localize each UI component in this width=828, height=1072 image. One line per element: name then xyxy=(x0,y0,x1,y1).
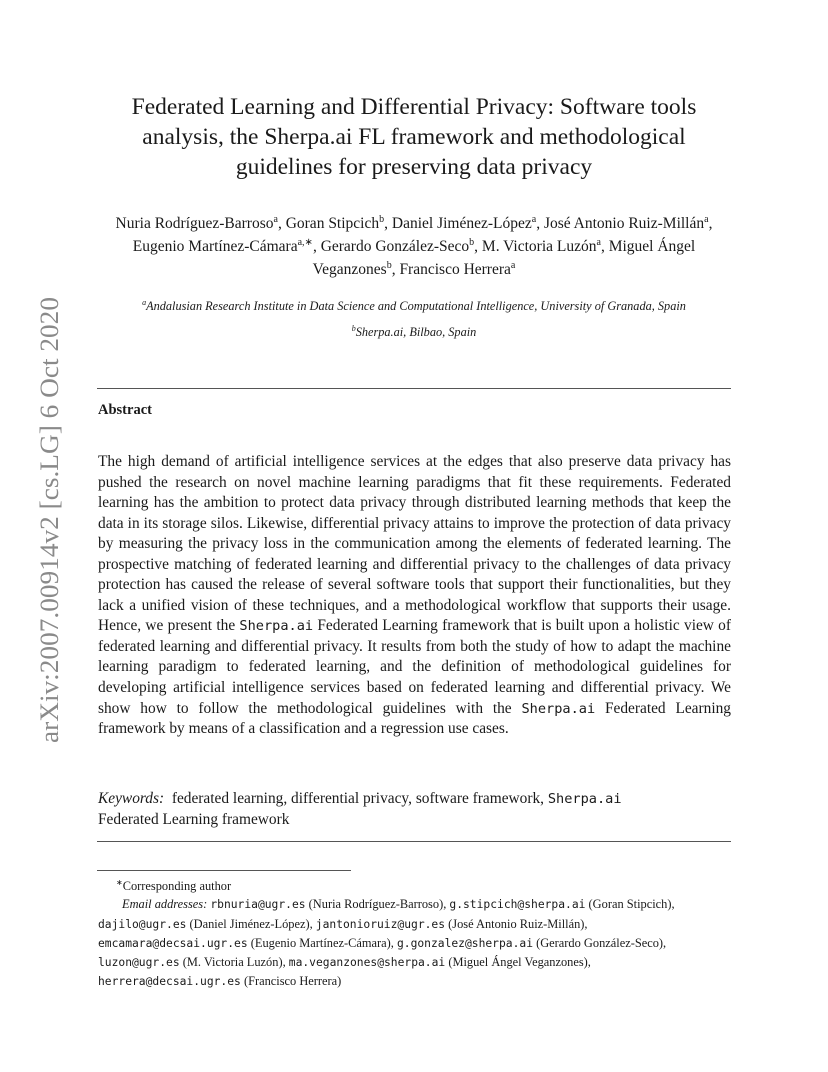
author-affiliation-mark: b xyxy=(386,259,392,271)
email-owner: (M. Victoria Luzón), xyxy=(182,954,289,969)
email-link[interactable]: dajilo@ugr.es xyxy=(98,917,187,931)
arxiv-identifier-text: arXiv:2007.00914v2 [cs.LG] 6 Oct 2020 xyxy=(34,310,64,743)
abstract-top-rule xyxy=(97,388,731,389)
abstract-text: Federated Learning framework by means of a classification and a regression use cases. xyxy=(98,699,731,738)
email-link[interactable]: jantonioruiz@ugr.es xyxy=(315,917,446,931)
abstract-text: Federated Learning framework that is built upon a holistic view of federated learning and differential privacy. It results from both the study of how to adapt the machine learning paradigm to federated learning, and the definition of methodological guidelines for developing artificial intelligence services based on federated learning and differential privacy. We show how to follow the methodological guidelines with the xyxy=(98,617,732,717)
title-line-3: guidelines for preserving data privacy xyxy=(235,154,593,180)
email-owner: (Miguel Ángel Veganzones), xyxy=(448,954,591,969)
email-owner: (Goran Stipcich), xyxy=(588,897,675,912)
keywords-tail: Federated Learning framework xyxy=(98,810,290,828)
title-line-2: analysis, the Sherpa.ai FL framework and methodological xyxy=(142,124,686,150)
paper-title xyxy=(90,92,738,182)
keywords-label: Keywords: xyxy=(98,790,165,807)
corresponding-author-note xyxy=(98,874,731,895)
author-affiliation-mark: b xyxy=(379,213,385,225)
corresponding-mark: ∗ xyxy=(116,878,123,887)
email-owner: (Francisco Herrera) xyxy=(243,974,342,989)
affiliation-mark: b xyxy=(351,324,356,333)
email-link[interactable]: g.stipcich@sherpa.ai xyxy=(449,898,586,912)
author-affiliation-mark: a xyxy=(704,213,709,225)
author-name: Francisco Herrera xyxy=(399,261,511,278)
email-label: Email addresses: xyxy=(122,897,208,912)
affiliation-mark: a xyxy=(142,298,147,307)
author-affiliation-mark: a xyxy=(596,236,601,248)
email-link[interactable]: rbnuria@ugr.es xyxy=(210,898,306,912)
abstract-code: Sherpa.ai xyxy=(521,700,596,717)
author-affiliation-mark: a xyxy=(531,213,537,225)
abstract-heading: Abstract xyxy=(98,402,152,418)
author-name: Miguel Ángel Veganzones xyxy=(312,238,696,278)
email-owner: (Daniel Jiménez-López), xyxy=(189,916,316,931)
footnotes xyxy=(98,874,731,991)
author-name: Eugenio Martínez-Cámara xyxy=(132,238,298,255)
arxiv-identifier-stamp xyxy=(18,295,68,745)
email-link[interactable]: luzon@ugr.es xyxy=(98,955,180,969)
keywords-code: Sherpa.ai xyxy=(547,791,622,807)
keywords-text: federated learning, differential privacy, software framework, xyxy=(171,790,548,807)
affiliation-text: Sherpa.ai, Bilbao, Spain xyxy=(355,325,477,340)
email-owner: (Gerardo González-Seco), xyxy=(536,935,667,950)
abstract-text: The high demand of artificial intelligence services at the edges that also preserve data privacy has pushed the research on novel machine learning paradigms that fit these requirements. Federated learning has the ambition to protect data privacy through distributed learning methods that keep the data in its storage silos. Likewise, differential privacy attains to improve the protection of data privacy by measuring the privacy loss in the communication among the elements of federated learning. The prospective matching of federated learning and differential privacy to the challenges of data privacy protection has caused the release of several software tools that support their functionalities, but they lack a unified vision of these techniques, and a methodological workflow that supports their usage. Hence, we present the xyxy=(98,453,731,635)
title-line-1: Federated Learning and Differential Privacy: Software tools xyxy=(131,94,697,120)
email-owner: (Nuria Rodríguez-Barroso), xyxy=(308,897,450,912)
keywords xyxy=(98,789,731,830)
corresponding-text: Corresponding author xyxy=(122,879,232,894)
author-name: Goran Stipcich xyxy=(285,215,380,232)
author-name: José Antonio Ruiz-Millán xyxy=(543,215,705,232)
author-name: Gerardo González-Seco xyxy=(320,238,470,255)
author-affiliation-mark: a,∗ xyxy=(297,236,313,248)
email-addresses-note xyxy=(98,895,731,991)
email-link[interactable]: g.gonzalez@sherpa.ai xyxy=(396,936,533,950)
author-affiliation-mark: a xyxy=(510,259,516,271)
abstract-body xyxy=(98,452,731,740)
email-link[interactable]: ma.veganzones@sherpa.ai xyxy=(288,955,446,969)
email-owner: (José Antonio Ruiz-Millán), xyxy=(448,916,588,931)
affiliation-text: Andalusian Research Institute in Data Science and Computational Intelligence, University of Granada, Spain xyxy=(146,299,686,314)
footnote-rule xyxy=(97,870,351,871)
author-affiliation-mark: b xyxy=(469,236,475,248)
abstract-bottom-rule xyxy=(97,841,731,842)
affiliation-a xyxy=(90,298,738,314)
email-link[interactable]: emcamara@decsai.ugr.es xyxy=(98,936,248,950)
author-name: Daniel Jiménez-López xyxy=(391,215,532,232)
email-link[interactable]: herrera@decsai.ugr.es xyxy=(98,975,241,989)
email-owner: (Eugenio Martínez-Cámara), xyxy=(250,935,397,950)
abstract-code: Sherpa.ai xyxy=(239,618,314,635)
author-list: Nuria Rodríguez-Barroso$^a$, Goran Stipcich$^b$, Daniel Jiménez-López$^a$, José Antonio Ruiz-Millán$^a$, Eugenio Martínez-Cámara$^{a,∗}$, Gerardo González-Seco$^b$, M. Victoria Luzón$^a$, Miguel Ángel Veganzones$^b$, Francisco Herrera$^a$ xyxy=(115,213,713,278)
author-name: M. Victoria Luzón xyxy=(481,238,597,255)
author-affiliation-mark: a xyxy=(273,213,278,225)
author-name: Nuria Rodríguez-Barroso xyxy=(115,215,274,232)
affiliation-b xyxy=(90,324,738,340)
